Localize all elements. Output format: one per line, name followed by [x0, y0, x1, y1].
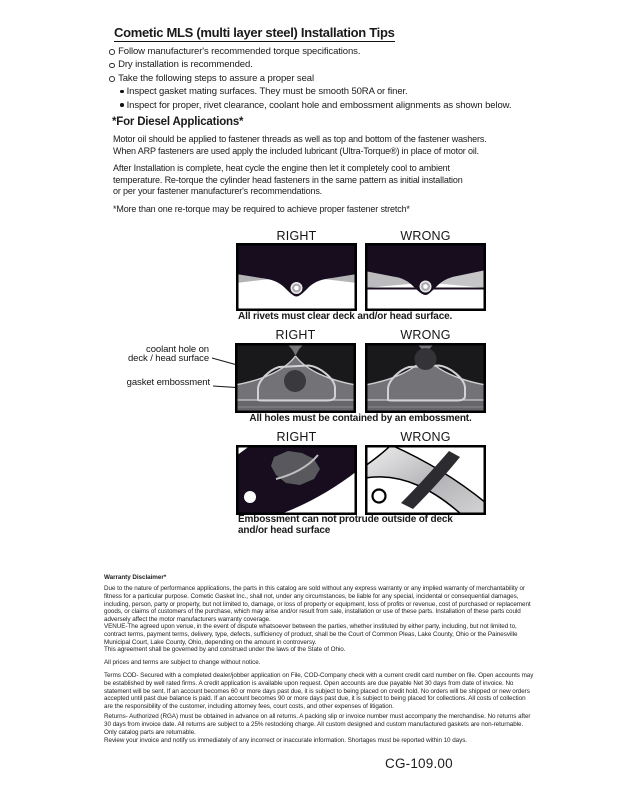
- gasket-embossment-label: gasket embossment: [126, 377, 210, 388]
- rivet-clearance-wrong-diagram: [365, 243, 486, 311]
- circle-bullet-icon: [109, 49, 115, 55]
- circle-bullet-icon: [109, 76, 115, 82]
- embossment-protrusion-right-diagram: [236, 445, 357, 515]
- embossment-containment-wrong-diagram: [365, 343, 486, 413]
- sub-bullet-item: [120, 99, 511, 112]
- sub-bullet-item: [120, 85, 511, 98]
- bullet-item: [109, 45, 511, 58]
- returns-paragraph: Returns- Authorized (RGA) must be obtained in advance on all returns. A packing slip or invoice number must accompany the merchandise. No returns after 30 days from invoice date. All returns are subject to a 25% restocking charge. All custom designed and custom manufactured gaskets are non-returnable.: [104, 713, 531, 728]
- row2-right-label: RIGHT: [275, 328, 316, 342]
- row2-wrong-label: WRONG: [400, 328, 451, 342]
- row1-right-label: RIGHT: [276, 229, 317, 243]
- bullet-text: Inspect for proper, rivet clearance, coolant hole and embossment alignments as shown below.: [126, 99, 512, 111]
- bullet-text: Take the following steps to assure a proper seal: [118, 72, 314, 84]
- warranty-disclaimer-heading: Warranty Disclaimer*: [104, 574, 167, 581]
- dot-bullet-icon: [120, 90, 124, 94]
- embossment-protrusion-wrong-diagram: [365, 445, 486, 515]
- tips-bullet-list: [109, 45, 511, 112]
- diesel-paragraph-1: Motor oil should be applied to fastener threads as well as top and bottom of the fastener washers. When ARP fasteners are used apply the included lubricant (Ultra-Torque®) in place of motor oil.: [113, 134, 487, 156]
- prices-paragraph: All prices and terms are subject to change without notice.: [104, 659, 261, 666]
- bullet-item: [109, 58, 511, 71]
- rivet-clearance-right-diagram: [236, 243, 357, 311]
- row3-caption: Embossment can not protrude outside of deck and/or head surface: [238, 514, 453, 536]
- bullet-text: Follow manufacturer's recommended torque specifications.: [118, 46, 361, 57]
- coolant-hole-label: coolant hole on deck / head surface: [127, 344, 209, 364]
- bullet-text: Inspect gasket mating surfaces. They must be smooth 50RA or finer.: [126, 86, 408, 98]
- circle-bullet-icon: [109, 63, 115, 69]
- row3-right-label: RIGHT: [276, 430, 317, 444]
- catalog-parts-paragraph: Only catalog parts are returnable. Review your invoice and notify us immediately of any incorrect or inaccurate information. Shortages must be reported within 10 days.: [104, 729, 467, 744]
- row1-wrong-label: WRONG: [400, 229, 451, 243]
- row2-caption: All holes must be contained by an embossment.: [249, 413, 472, 424]
- warranty-paragraph: Due to the nature of performance applications, the parts in this catalog are sold without any express warranty or any implied warranty of merchantability or fitness for a particular purpose. Cometic Gasket Inc., shall not, under any circumstances, be liable for any special, incidental or consequential damages, including, person, party or property, but not limited to, damage, or loss of property or equipment, loss of profits or revenue, cost of purchased or replacement goods, or claims of customers of the purchase, which may arise and/or result from sale, installation or use of these parts. Installation of these parts could adversely affect the motor manufacturers warranty coverage.: [104, 585, 531, 624]
- row1-caption: All rivets must clear deck and/or head surface.: [238, 311, 453, 322]
- terms-cod-paragraph: Terms COD- Secured with a completed dealer/jobber application on File, COD-Company check with a current credit card number on file. Open accounts may be established by well rated firms. A credit application is available upon request. Open accounts are due payable Net 30 days from date of invoice. No statement will be sent. If an account becomes 60 or more days past due, it is subject to being placed on credit hold. No orders will be shipped or new orders accepted until past due balance is paid. If an account becomes 90 or more days past due, it is subject to being placed for collections. All costs of collection are the responsibility of the customer, including attorney fees, court costs, and other expenses of litigation.: [104, 672, 534, 711]
- page-title: Cometic MLS (multi layer steel) Installation Tips: [114, 25, 395, 40]
- embossment-containment-right-diagram: [235, 343, 356, 413]
- page-code: CG-109.00: [385, 756, 453, 771]
- diesel-applications-heading: *For Diesel Applications*: [112, 116, 244, 128]
- row3-wrong-label: WRONG: [400, 430, 451, 444]
- venue-paragraph: VENUE-The agreed upon venue, in the event of dispute whatsoever between the parties, whether instituted by either party, including, but not limited to, contract terms, payment terms, delivery, type, defects, sufficiency of product, shall be the Court of Common Pleas, Lake County, Ohio or the Painesville Municipal Court, Lake County, Ohio, depending on the amount in controversy. This agreement shall be governed by and construed under the laws of the State of Ohio.: [104, 623, 518, 654]
- diesel-paragraph-2: After Installation is complete, heat cycle the engine then let it completely cool to ambient temperature. Re-torque the cylinder head fasteners in the same pattern as initial installation or per your fastener manufacturer's recommendations.: [113, 163, 463, 197]
- bullet-item: [109, 72, 511, 85]
- bullet-text: Dry installation is recommended.: [118, 59, 253, 71]
- dot-bullet-icon: [120, 103, 124, 107]
- retorque-note: *More than one re-torque may be required to achieve proper fastener stretch*: [113, 204, 410, 214]
